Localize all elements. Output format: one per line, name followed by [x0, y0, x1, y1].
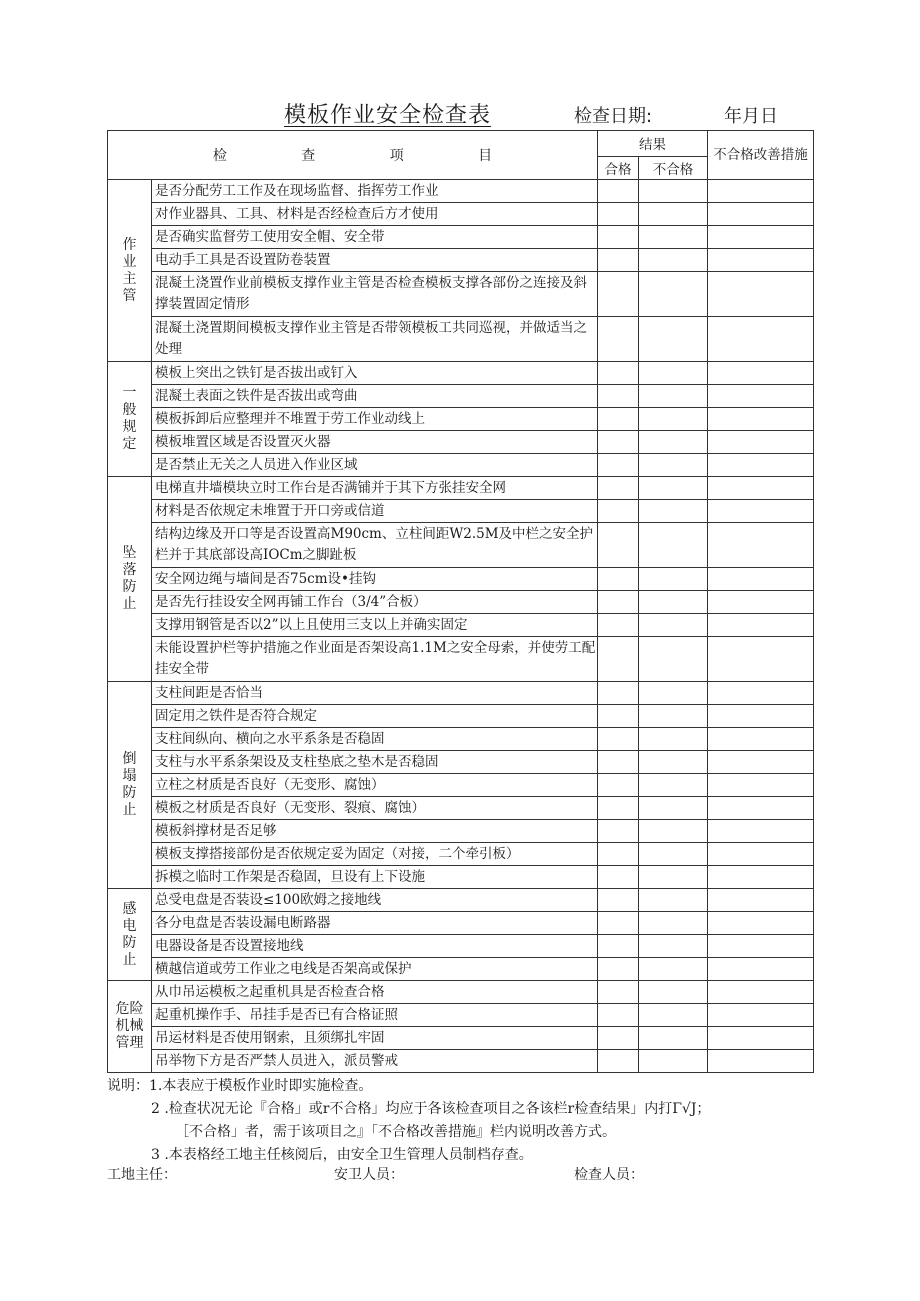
- pass-cell[interactable]: [598, 912, 639, 935]
- check-item: 各分电盘是否装设漏电断路器: [152, 912, 598, 935]
- inspector-signature[interactable]: 检查人员：: [574, 1167, 644, 1183]
- remedy-cell[interactable]: [708, 272, 814, 317]
- fail-cell[interactable]: [639, 751, 708, 774]
- table-row: [108, 385, 814, 408]
- table-row: [108, 568, 814, 591]
- fail-cell[interactable]: [639, 820, 708, 843]
- check-item: 是否分配劳工工作及在现场监督、指挥劳工作业: [152, 180, 598, 203]
- fail-cell[interactable]: [639, 1027, 708, 1050]
- pass-cell[interactable]: [598, 362, 639, 385]
- table-row: [108, 958, 814, 981]
- check-item: 是否确实监督劳工使用安全帽、安全带: [152, 226, 598, 249]
- check-item: 拆模之临时工作架是否稳固，旦设有上下设施: [152, 866, 598, 889]
- check-item: 材料是否依规定未堆置于开口旁或信道: [152, 500, 598, 523]
- pass-cell[interactable]: [598, 935, 639, 958]
- pass-cell[interactable]: [598, 249, 639, 272]
- pass-cell[interactable]: [598, 751, 639, 774]
- fail-cell[interactable]: [639, 637, 708, 682]
- check-item: 横越信道或劳工作业之电线是否架高或保护: [152, 958, 598, 981]
- fail-cell[interactable]: [639, 591, 708, 614]
- table-row: [108, 751, 814, 774]
- fail-cell[interactable]: [639, 454, 708, 477]
- header-fail: 不合格: [639, 156, 708, 179]
- category-label: 作 业 主 管: [108, 180, 152, 362]
- fail-cell[interactable]: [639, 981, 708, 1004]
- remedy-cell[interactable]: [708, 981, 814, 1004]
- security-officer-signature[interactable]: 安卫人员：: [334, 1167, 404, 1183]
- table-row: [108, 820, 814, 843]
- remedy-cell[interactable]: [708, 705, 814, 728]
- fail-cell[interactable]: [639, 385, 708, 408]
- check-item: 模板拆卸后应整理并不堆置于劳工作业动线上: [152, 408, 598, 431]
- check-item: 从巾吊运模板之起重机具是否检查合格: [152, 981, 598, 1004]
- table-row: [108, 935, 814, 958]
- check-item: 支撑用钢管是否以2”以上且使用三支以上并确实固定: [152, 614, 598, 637]
- inspection-date-value[interactable]: 年月日: [724, 106, 778, 127]
- table-row: [108, 591, 814, 614]
- pass-cell[interactable]: [598, 1050, 639, 1073]
- remedy-cell[interactable]: [708, 408, 814, 431]
- check-item: 安全网边绳与墙间是否75cm设•挂钩: [152, 568, 598, 591]
- check-item: 起重机操作手、吊挂手是否已有合格证照: [152, 1004, 598, 1027]
- fail-cell[interactable]: [639, 500, 708, 523]
- remedy-cell[interactable]: [708, 866, 814, 889]
- table-row: [108, 362, 814, 385]
- check-item: 是否禁止无关之人员进入作业区域: [152, 454, 598, 477]
- fail-cell[interactable]: [639, 408, 708, 431]
- pass-cell[interactable]: [598, 385, 639, 408]
- check-item: 模板上突出之铁钉是否拔出或钉入: [152, 362, 598, 385]
- table-row: [108, 1027, 814, 1050]
- pass-cell[interactable]: [598, 866, 639, 889]
- remedy-cell[interactable]: [708, 820, 814, 843]
- pass-cell[interactable]: [598, 958, 639, 981]
- fail-cell[interactable]: [639, 866, 708, 889]
- pass-cell[interactable]: [598, 889, 639, 912]
- pass-cell[interactable]: [598, 843, 639, 866]
- check-item: 总受电盘是否装设≤100欧姆之接地线: [152, 889, 598, 912]
- pass-cell[interactable]: [598, 226, 639, 249]
- remedy-cell[interactable]: [708, 728, 814, 751]
- category-label: 危险 机械 管理: [108, 981, 152, 1073]
- table-row: [108, 614, 814, 637]
- pass-cell[interactable]: [598, 523, 639, 568]
- fail-cell[interactable]: [639, 203, 708, 226]
- check-item: 吊运材料是否使用钢索，且须绑扎牢固: [152, 1027, 598, 1050]
- fail-cell[interactable]: [639, 614, 708, 637]
- category-label: 倒 塌 防 止: [108, 682, 152, 889]
- fail-cell[interactable]: [639, 431, 708, 454]
- remedy-cell[interactable]: [708, 180, 814, 203]
- fail-cell[interactable]: [639, 958, 708, 981]
- remedy-cell[interactable]: [708, 797, 814, 820]
- pass-cell[interactable]: [598, 774, 639, 797]
- table-row: [108, 981, 814, 1004]
- remedy-cell[interactable]: [708, 889, 814, 912]
- table-row: [108, 180, 814, 203]
- table-row: [108, 226, 814, 249]
- remedy-cell[interactable]: [708, 500, 814, 523]
- fail-cell[interactable]: [639, 317, 708, 362]
- fail-cell[interactable]: [639, 843, 708, 866]
- pass-cell[interactable]: [598, 1027, 639, 1050]
- inspection-table: [107, 130, 814, 1073]
- table-row: [108, 249, 814, 272]
- table-row: [108, 912, 814, 935]
- table-row: [108, 728, 814, 751]
- check-item: 立柱之材质是否良好（无变形、腐蚀）: [152, 774, 598, 797]
- fail-cell[interactable]: [639, 362, 708, 385]
- fail-cell[interactable]: [639, 568, 708, 591]
- pass-cell[interactable]: [598, 728, 639, 751]
- check-item: 模板之材质是否良好（无变形、裂痕、腐蚀）: [152, 797, 598, 820]
- remedy-cell[interactable]: [708, 317, 814, 362]
- check-item: 电动手工具是否设置防卷装置: [152, 249, 598, 272]
- check-item: 对作业器具、工具、材料是否经检查后方才使用: [152, 203, 598, 226]
- remedy-cell[interactable]: [708, 614, 814, 637]
- note-3: 3 .本表格经工地主任核阅后，由安全卫生管理人员制档存查。: [151, 1147, 533, 1163]
- page-title: 模板作业安全检查表: [284, 103, 492, 128]
- pass-cell[interactable]: [598, 272, 639, 317]
- table-row: [108, 682, 814, 705]
- check-item: 混凝土表面之铁件是否拔出或弯曲: [152, 385, 598, 408]
- pass-cell[interactable]: [598, 500, 639, 523]
- check-item: 是否先行挂设安全网再铺工作台（3/4”合板）: [152, 591, 598, 614]
- header-check-item: [108, 131, 598, 180]
- table-row: [108, 1050, 814, 1073]
- pass-cell[interactable]: [598, 431, 639, 454]
- remedy-cell[interactable]: [708, 1004, 814, 1027]
- pass-cell[interactable]: [598, 408, 639, 431]
- pass-cell[interactable]: [598, 797, 639, 820]
- check-item: 结构边缘及开口等是否设置高M90cm、立柱间距W2.5M及中栏之安全护栏并于其底部设高IOCm之脚趾板: [152, 523, 598, 568]
- table-row: [108, 272, 814, 317]
- fail-cell[interactable]: [639, 774, 708, 797]
- remedy-cell[interactable]: [708, 637, 814, 682]
- site-director-signature[interactable]: 工地主任：: [107, 1167, 177, 1183]
- check-item: 模板堆置区域是否设置灭火器: [152, 431, 598, 454]
- table-row: [108, 637, 814, 682]
- fail-cell[interactable]: [639, 935, 708, 958]
- table-row: [108, 454, 814, 477]
- table-row: [108, 705, 814, 728]
- category-label: 一 般 规 定: [108, 362, 152, 477]
- remedy-cell[interactable]: [708, 912, 814, 935]
- remedy-cell[interactable]: [708, 431, 814, 454]
- check-item: 模板斜撑材是否足够: [152, 820, 598, 843]
- pass-cell[interactable]: [598, 705, 639, 728]
- table-row: [108, 843, 814, 866]
- remedy-cell[interactable]: [708, 1027, 814, 1050]
- check-item: 模板支撑搭接部份是否依规定妥为固定（对接，二个牵引板）: [152, 843, 598, 866]
- header-check-item-label: 检 查 项 目: [212, 148, 493, 164]
- fail-cell[interactable]: [639, 889, 708, 912]
- pass-cell[interactable]: [598, 317, 639, 362]
- table-row: [108, 1004, 814, 1027]
- fail-cell[interactable]: [639, 1004, 708, 1027]
- table-row: [108, 866, 814, 889]
- inspection-date-label: 检查日期:: [574, 106, 653, 127]
- fail-cell[interactable]: [639, 272, 708, 317]
- header-pass: 合格: [598, 156, 639, 179]
- fail-cell[interactable]: [639, 523, 708, 568]
- table-row: [108, 317, 814, 362]
- check-item: 混凝土浇置期间模板支撑作业主管是否带领模板工共同巡视，并做适当之处理: [152, 317, 598, 362]
- pass-cell[interactable]: [598, 568, 639, 591]
- remedy-cell[interactable]: [708, 843, 814, 866]
- check-item: 支柱间纵向、横向之水平系条是否稳固: [152, 728, 598, 751]
- table-row: [108, 523, 814, 568]
- fail-cell[interactable]: [639, 249, 708, 272]
- remedy-cell[interactable]: [708, 958, 814, 981]
- check-item: 电器设备是否设置接地线: [152, 935, 598, 958]
- table-row: [108, 203, 814, 226]
- fail-cell[interactable]: [639, 226, 708, 249]
- check-item: 支柱与水平系条架设及支柱垫底之垫木是否稳固: [152, 751, 598, 774]
- remedy-cell[interactable]: [708, 682, 814, 705]
- fail-cell[interactable]: [639, 682, 708, 705]
- remedy-cell[interactable]: [708, 385, 814, 408]
- remedy-cell[interactable]: [708, 523, 814, 568]
- table-row: [108, 431, 814, 454]
- header-result: 结果: [598, 131, 708, 157]
- table-row: [108, 889, 814, 912]
- table-row: [108, 774, 814, 797]
- fail-cell[interactable]: [639, 705, 708, 728]
- pass-cell[interactable]: [598, 1004, 639, 1027]
- fail-cell[interactable]: [639, 180, 708, 203]
- pass-cell[interactable]: [598, 820, 639, 843]
- remedy-cell[interactable]: [708, 1050, 814, 1073]
- note-2-continued: ［不合格」者，需于该项目之』「不合格改善措施』栏内说明改善方式。: [175, 1124, 616, 1140]
- remedy-cell[interactable]: [708, 935, 814, 958]
- pass-cell[interactable]: [598, 477, 639, 500]
- remedy-cell[interactable]: [708, 203, 814, 226]
- pass-cell[interactable]: [598, 637, 639, 682]
- table-row: [108, 797, 814, 820]
- check-item: 固定用之铁件是否符合规定: [152, 705, 598, 728]
- check-item: 未能设置护栏等护措施之作业面是否架设高1.1M之安全母索，并使劳工配挂安全带: [152, 637, 598, 682]
- note-1: 说明：1.本表应于模板作业时即实施检查。: [107, 1078, 373, 1094]
- remedy-cell[interactable]: [708, 774, 814, 797]
- pass-cell[interactable]: [598, 180, 639, 203]
- pass-cell[interactable]: [598, 454, 639, 477]
- header-remedy: 不合格改善措施: [708, 131, 814, 180]
- table-row: [108, 500, 814, 523]
- pass-cell[interactable]: [598, 614, 639, 637]
- check-item: 电梯直井墙模块立时工作台是否满铺并于其下方张挂安全网: [152, 477, 598, 500]
- remedy-cell[interactable]: [708, 362, 814, 385]
- remedy-cell[interactable]: [708, 751, 814, 774]
- pass-cell[interactable]: [598, 203, 639, 226]
- fail-cell[interactable]: [639, 797, 708, 820]
- remedy-cell[interactable]: [708, 226, 814, 249]
- fail-cell[interactable]: [639, 477, 708, 500]
- fail-cell[interactable]: [639, 1050, 708, 1073]
- category-label: 感 电 防 止: [108, 889, 152, 981]
- fail-cell[interactable]: [639, 728, 708, 751]
- pass-cell[interactable]: [598, 981, 639, 1004]
- table-row: [108, 477, 814, 500]
- fail-cell[interactable]: [639, 912, 708, 935]
- remedy-cell[interactable]: [708, 477, 814, 500]
- remedy-cell[interactable]: [708, 568, 814, 591]
- pass-cell[interactable]: [598, 682, 639, 705]
- check-item: 支柱间距是否恰当: [152, 682, 598, 705]
- check-item: 混凝土浇置作业前模板支撑作业主管是否检查模板支撑各部份之连接及斜撑装置固定情形: [152, 272, 598, 317]
- remedy-cell[interactable]: [708, 249, 814, 272]
- note-2: 2 .检查状况无论『合格」或r不合格」均应于各该检查项目之各该栏r检查结果」内打Γ√J；: [151, 1101, 711, 1117]
- check-item: 吊举物下方是否严禁人员进入，派员警戒: [152, 1050, 598, 1073]
- table-row: [108, 408, 814, 431]
- remedy-cell[interactable]: [708, 591, 814, 614]
- pass-cell[interactable]: [598, 591, 639, 614]
- remedy-cell[interactable]: [708, 454, 814, 477]
- category-label: 坠 落 防 止: [108, 477, 152, 682]
